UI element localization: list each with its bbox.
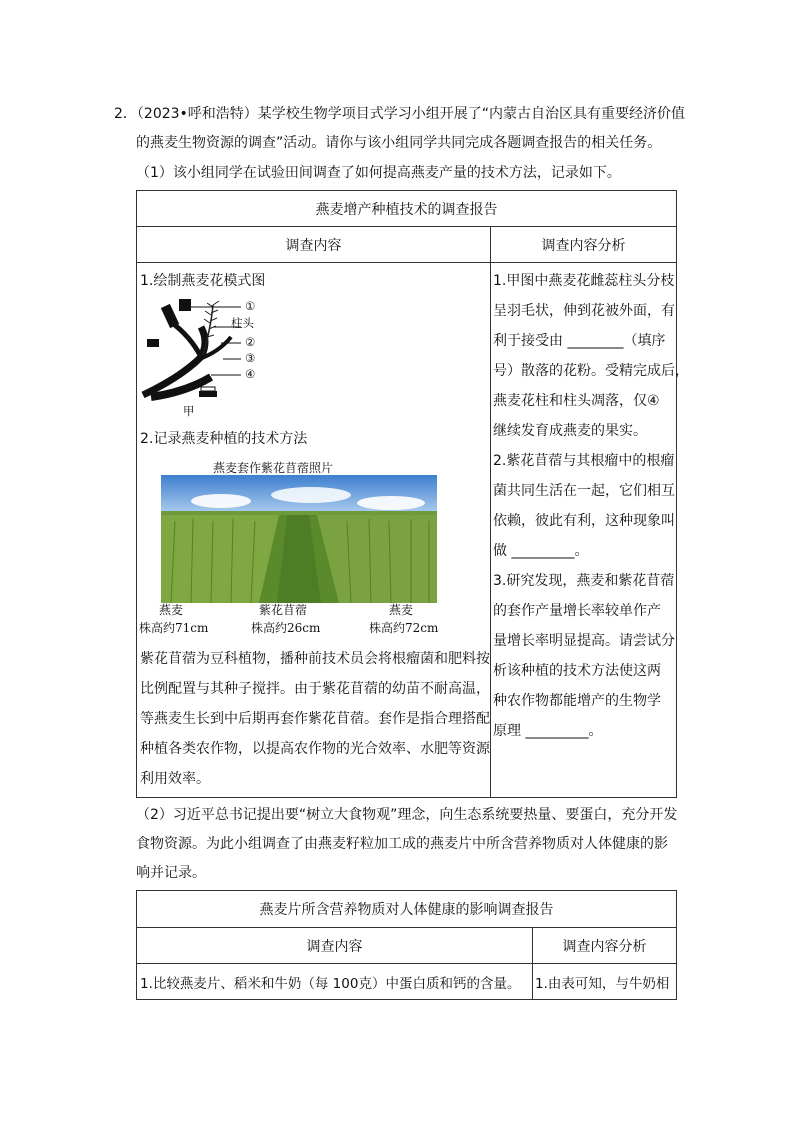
caption-alfalfa-name: 紫花苜蓿 <box>259 603 308 617</box>
part2-line-3: 响并记录。 <box>136 865 206 881</box>
analysis-line-13: 量增长率明显提高。请尝试分 <box>493 633 675 649</box>
table-2-row1-left <box>137 964 533 1000</box>
para-line-4: 种植各类农作物，以提高农作物的光合效率、水肥等资源 <box>140 741 490 757</box>
photo-title: 燕麦套作紫花苜蓿照片 <box>213 461 334 475</box>
analysis-line-3: 利于接受由 ________（填序 <box>493 333 666 349</box>
table-1-title: 燕麦增产种植技术的调查报告 <box>137 191 677 227</box>
para-line-5: 利用效率。 <box>140 771 210 787</box>
flower-label-1: ① <box>245 299 256 313</box>
flower-label-2: ② <box>245 335 256 349</box>
analysis-line-2: 呈羽毛状，伸到花被外面，有 <box>493 303 675 319</box>
para-line-2: 比例配置与其种子搅拌。由于紫花苜蓿的幼苗不耐高温， <box>140 681 490 697</box>
part2-line-2: 食物资源。为此小组调查了由燕麦籽粒加工成的燕麦片中所含营养物质对人体健康的影 <box>136 836 668 852</box>
table-2-title: 燕麦片所含营养物质对人体健康的影响调查报告 <box>137 891 677 928</box>
oat-flower-svg <box>141 297 281 417</box>
analysis-line-11: 3.研究发现，燕麦和紫花苜蓿 <box>493 573 675 589</box>
table-2-col2-header: 调查内容分析 <box>533 928 677 964</box>
table-1-left-cell <box>137 263 491 798</box>
analysis-line-7: 2.紫花苜蓿与其根瘤中的根瘤 <box>493 453 675 469</box>
table-1 <box>136 190 689 798</box>
para-line-3: 等燕麦生长到中后期再套作紫花苜蓿。套作是指合理搭配 <box>140 711 490 727</box>
flower-label-4: ④ <box>245 367 256 381</box>
question-line-1: 2．（2023•呼和浩特）某学校生物学项目式学习小组开展了“内蒙古自治区具有重要经济价值 <box>114 106 686 122</box>
part1-intro: （1）该小组同学在试验田间调查了如何提高燕麦产量的技术方法，记录如下。 <box>136 165 621 181</box>
item1-text: 1.绘制燕麦花模式图 <box>140 273 266 289</box>
analysis-line-4: 号）散落的花粉。受精完成后， <box>493 363 689 379</box>
flower-label-3: ③ <box>245 351 256 365</box>
analysis-line-9: 依赖，彼此有利，这种现象叫 <box>493 513 675 529</box>
analysis-line-6: 继续发育成燕麦的果实。 <box>493 423 647 439</box>
question-line-2: 的燕麦生物资源的调查”活动。请你与该小组同学共同完成各题调查报告的相关任务。 <box>136 135 662 151</box>
part2-line-1: （2）习近平总书记提出要“树立大食物观”理念，向生态系统要热量、要蛋白，充分开发 <box>136 807 678 823</box>
oat-flower-diagram <box>141 297 281 417</box>
analysis-line-15: 种农作物都能增产的生物学 <box>493 693 661 709</box>
table-2 <box>136 890 677 1000</box>
caption-alfalfa-height: 株高约26cm <box>251 621 321 635</box>
table-2-col1-header: 调查内容 <box>137 928 533 964</box>
analysis-line-16: 原理 _________。 <box>493 723 603 739</box>
table-1-right-cell <box>491 263 689 798</box>
analysis-line-1: 1.甲图中燕麦花雌蕊柱头分枝 <box>493 273 675 289</box>
caption-oat-left-height: 株高约71cm <box>139 621 209 635</box>
table-1-col2-header: 调查内容分析 <box>491 227 677 263</box>
analysis-line-8: 菌共同生活在一起，它们相互 <box>493 483 675 499</box>
table-2-row1-left-text: 1.比较燕麦片、稻米和牛奶（每 100克）中蛋白质和钙的含量。 <box>140 975 521 992</box>
table-2-row1-right <box>533 964 677 1000</box>
analysis-line-12: 的套作产量增长率较单作产 <box>493 603 661 619</box>
flower-label-stigma: 柱头 <box>231 316 254 330</box>
table-2-row1-right-text: 1.由表可知，与牛奶相 <box>535 975 670 992</box>
photo-svg <box>161 475 437 603</box>
para-line-1: 紫花苜蓿为豆科植物，播种前技术员会将根瘤菌和肥料按 <box>140 651 490 667</box>
caption-oat-right-name: 燕麦 <box>389 603 414 617</box>
item2-text: 2.记录燕麦种植的技术方法 <box>140 431 308 447</box>
table-1-col1-header: 调查内容 <box>137 227 491 263</box>
analysis-line-5: 燕麦花柱和柱头凋落，仅④ <box>493 393 660 409</box>
caption-oat-right-height: 株高约72cm <box>369 621 439 635</box>
analysis-line-14: 析该种植的技术方法使这两 <box>493 663 661 679</box>
caption-oat-left-name: 燕麦 <box>159 603 184 617</box>
analysis-line-10: 做 _________。 <box>493 543 589 559</box>
oat-alfalfa-photo <box>161 475 437 603</box>
flower-label-jia: 甲 <box>183 404 195 418</box>
